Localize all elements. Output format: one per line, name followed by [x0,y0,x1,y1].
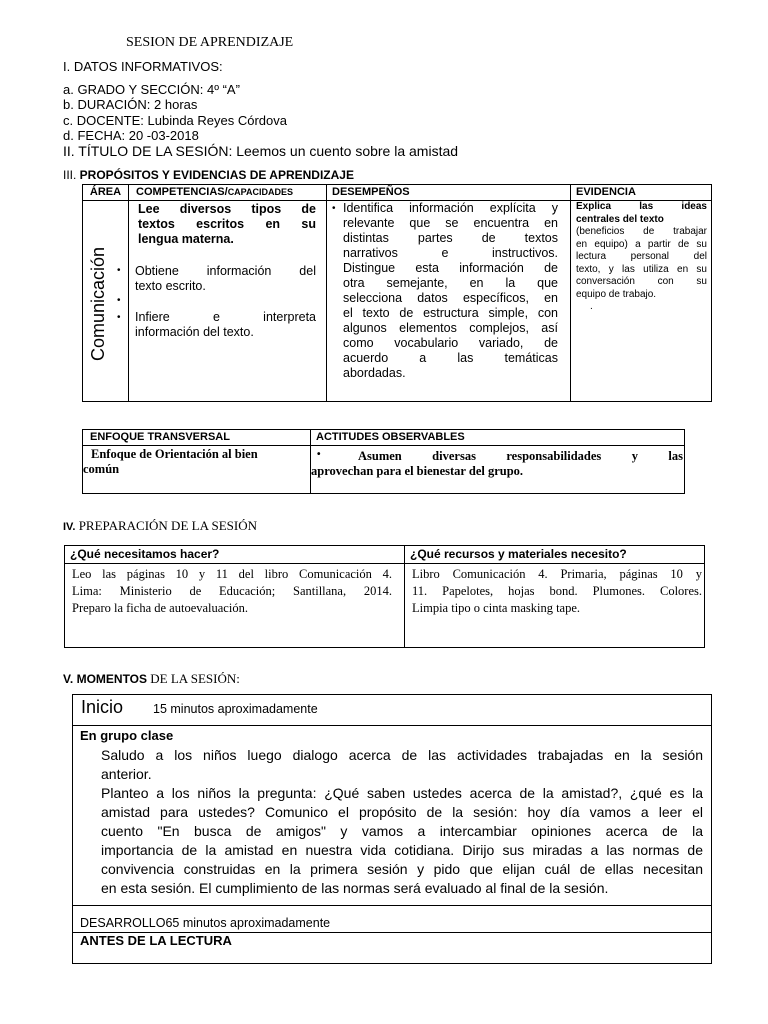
preparacion-heading: IV. PREPARACIÓN DE LA SESIÓN [63,518,258,533]
bullet-icon: • [117,295,121,306]
competencia-text: Lee diversos tipos de textos escritos en su lengua materna. [138,202,316,246]
titulo-sesion: II. TÍTULO DE LA SESIÓN: Leemos un cuento sobre la amistad [63,143,459,159]
actitudes-cell [311,446,685,494]
area-cell [83,201,129,402]
evidencia-text: Explica las ideas centrales del texto (beneficios de trabajar en equipo) a partir de su lectura personal del texto, y las utiliza en su conversación con su equipo de trabajo. . [576,201,707,312]
hacer-text: Leo las páginas 10 y 11 del libro Comunicación 4. Lima: Ministerio de Educación; Santillana, 2014. Preparo la ficha de autoevaluación. [72,567,392,615]
recursos-text: Libro Comunicación 4. Primaria, páginas 10 y 11. Papelotes, hojas bond. Plumones. Colores. Limpia tipo o cinta masking tape. [412,567,702,615]
evidencia-cell [571,201,712,402]
desarrollo-label: DESARROLLO65 minutos aproximadamente [80,916,331,930]
capacidad-obtiene: Obtiene información del texto escrito. [135,264,316,293]
header-competencias: COMPETENCIAS/CAPACIDADES [129,185,327,201]
bullet-icon: • [117,312,121,323]
inicio-time: 15 minutos aproximadamente [153,702,318,716]
header-hacer: ¿Qué necesitamos hacer? [65,546,405,564]
header-desempenos: DESEMPEÑOS [327,185,571,201]
bullet-icon: • [317,449,321,460]
divider [73,905,711,906]
datos-docente: c. DOCENTE: Lubinda Reyes Córdova [63,113,287,128]
inicio-label: Inicio [81,697,124,717]
propositos-heading: III. PROPÓSITOS Y EVIDENCIAS DE APRENDIZAJE [63,168,354,182]
datos-fecha: d. FECHA: 20 -03-2018 [63,128,199,143]
hacer-cell [65,564,405,648]
momentos-heading: V. MOMENTOS DE LA SESIÓN: [63,671,240,686]
desempenos-cell [327,201,571,402]
propositos-table [82,184,712,402]
bullet-icon: • [117,265,121,276]
datos-grado: a. GRADO Y SECCIÓN: 4º “A” [63,82,240,97]
header-actitudes: ACTITUDES OBSERVABLES [311,430,685,446]
header-evidencia: EVIDENCIA [571,185,712,201]
enfoque-cell [83,446,311,494]
antes-lectura: ANTES DE LA LECTURA [80,933,232,948]
enfoque-text: Enfoque de Orientación al bien común [83,447,258,476]
grupo-clase: En grupo clase [80,728,174,743]
datos-duracion: b. DURACIÓN: 2 horas [63,97,198,112]
inicio-header [73,695,711,726]
momentos-box [72,694,712,964]
header-area: ÁREA [83,185,129,201]
area-label: Comunicación [88,246,108,361]
header-enfoque: ENFOQUE TRANSVERSAL [83,430,311,446]
desempeno-text: Identifica información explícita y relevante que se encuentra en distintas partes de textos narrativos e instructivos. Distingue esta información de otra semejante, en la que selecciona datos específicos, en el texto de estructura simple, con algunos elementos complejos, así como vocabulario variado, de acuerdo a las temáticas abordadas. [343,201,558,380]
recursos-cell [405,564,705,648]
preparacion-table [64,545,705,648]
enfoque-table [82,429,685,494]
bullet-icon: • [332,203,336,214]
competencias-cell [117,201,327,402]
header-recursos: ¿Qué recursos y materiales necesito? [405,546,705,564]
page-title: SESION DE APRENDIZAJE [126,35,294,50]
datos-heading: I. DATOS INFORMATIVOS: [63,59,223,74]
actitudes-text: Asumen diversas responsabilidades y las aprovechan para el bienestar del grupo. [311,449,683,478]
inicio-text: Saludo a los niños luego dialogo acerca de las actividades trabajadas en la sesión anterior. Planteo a los niños la pregunta: ¿Qué saben ustedes acerca de la amistad?, ¿qué es la amistad para ustedes? Comunico el propósito de la sesión: hoy día vamos a leer el cuento "En busca de amigos" y vamos a intercambiar opiniones acerca de la importancia de la amistad en nuestra vida cotidiana. Dirijo sus miradas a las normas de convivencia construidas en la primera sesión y pido que elijan cuál de ellas necesitan en esta sesión. El cumplimiento de las normas será evaluado al final de la sesión. [101,747,703,896]
capacidad-infiere: Infiere e interpreta información del texto. [135,310,316,339]
